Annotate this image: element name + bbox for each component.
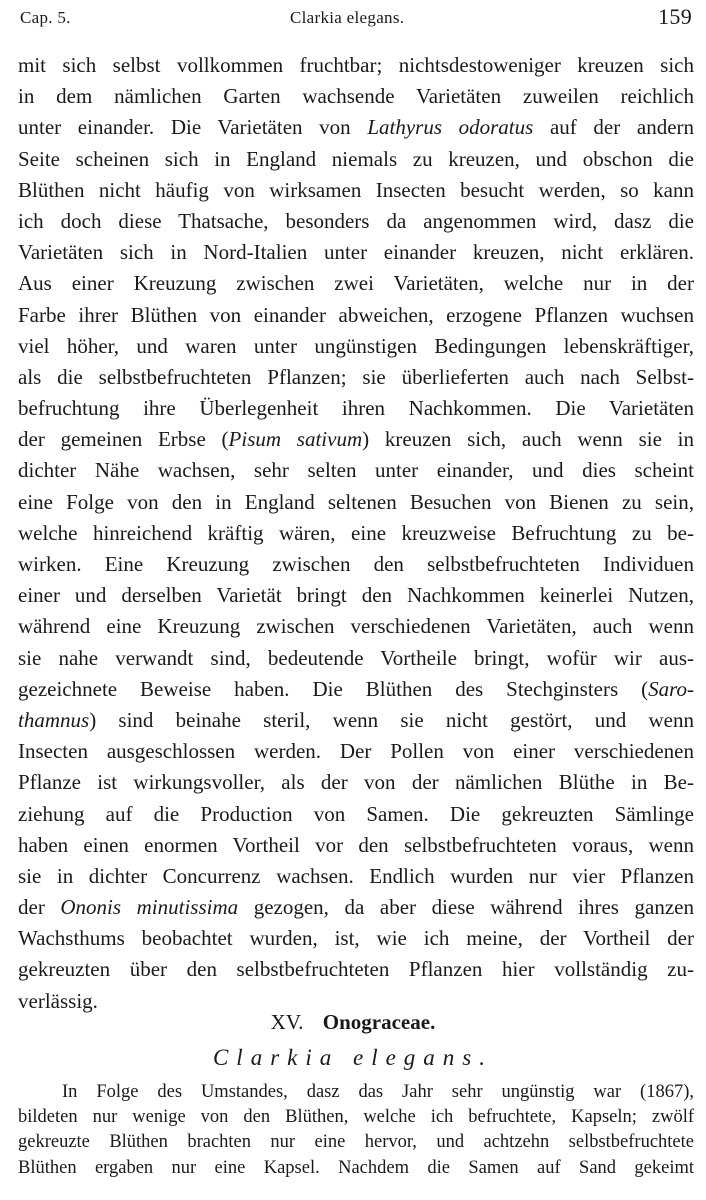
text-segment: gezeichnete Beweise haben. Die Blüthen des Stechginsters (: [18, 676, 649, 701]
text-line: [18, 580, 694, 611]
chapter-label: Cap. 5.: [20, 8, 71, 27]
text-line: [18, 892, 694, 923]
text-line: [18, 331, 694, 362]
page-number: 159: [658, 4, 692, 29]
text-segment: gezogen, da aber diese während ihres ganzen: [238, 895, 695, 920]
text-line: Blüthen ergaben nur eine Kapsel. Nachdem die Samen auf Sand gekeimt: [18, 1157, 694, 1178]
italic-name: Ononis minutissima: [60, 895, 239, 920]
text-line: gekreuzte Blüthen brachten nur eine hervor, und achtzehn selbstbefruchtete: [18, 1132, 694, 1153]
text-segment: ) kreuzen sich, auch wenn sie in: [362, 427, 694, 452]
text-segment: einer und derselben Varietät bringt den Nachkommen keinerlei Nutzen,: [18, 583, 694, 608]
text-line: [18, 549, 694, 580]
text-segment: Wachsthums beobachtet wurden, ist, wie ich meine, der Vortheil der: [18, 926, 694, 951]
italic-name: thamnus: [18, 707, 90, 732]
text-line: [18, 736, 694, 767]
text-segment: dichter Nähe wachsen, sehr selten unter einander, und dies scheint: [18, 458, 694, 483]
italic-name: Saro-: [648, 676, 694, 701]
italic-name: Pisum sativum: [228, 427, 363, 452]
text-segment: während eine Kreuzung zwischen verschiedenen Varietäten, auch wenn: [18, 614, 694, 639]
text-segment: Pflanze ist wirkungsvoller, als der von der nämlichen Blüthe in Be-: [18, 770, 694, 795]
text-segment: haben einen enormen Vortheil vor den selbstbefruchteten voraus, wenn: [18, 832, 694, 857]
text-line: [18, 923, 694, 954]
main-paragraph: [18, 50, 694, 1017]
text-line: [18, 300, 694, 331]
text-line: [18, 674, 694, 705]
text-line: [18, 424, 694, 455]
text-line: [18, 175, 694, 206]
text-segment: der gemeinen Erbse (: [18, 427, 229, 452]
text-line: [18, 487, 694, 518]
text-line: [18, 455, 694, 486]
text-segment: ich doch diese Thatsache, besonders da angenommen wird, dasz die: [18, 208, 694, 233]
text-segment: mit sich selbst vollkommen fruchtbar; nichtsdestoweniger kreuzen sich: [18, 53, 694, 77]
text-segment: viel höher, und waren unter ungünstigen Bedingungen lebenskräftiger,: [18, 333, 694, 358]
text-line: [18, 81, 694, 112]
text-line: [18, 362, 694, 393]
text-segment: befruchtung ihre Überlegenheit ihren Nachkommen. Die Varietäten: [18, 396, 694, 421]
italic-name: Lathyrus odoratus: [367, 115, 534, 140]
text-segment: auf der andern: [533, 115, 695, 140]
text-line: [18, 799, 694, 830]
text-segment: Seite scheinen sich in England niemals zu kreuzen, und obschon die: [18, 146, 694, 171]
section-number: XV.: [270, 1010, 304, 1034]
text-segment: unter einander. Die Varietäten von: [18, 115, 368, 140]
text-line: [18, 767, 694, 798]
text-line: [18, 830, 694, 861]
text-segment: ziehung auf die Production von Samen. Die gekreuzten Sämlinge: [18, 801, 694, 826]
section-heading: [0, 1010, 706, 1035]
text-segment: Aus einer Kreuzung zwischen zwei Varietäten, welche nur in der: [18, 271, 694, 296]
text-line: [18, 144, 694, 175]
text-segment: eine Folge von den in England seltenen Besuchen von Bienen zu sein,: [18, 489, 694, 514]
text-line: [18, 954, 694, 985]
text-segment: gekreuzten über den selbstbefruchteten Pflanzen hier vollständig zu-: [18, 957, 694, 982]
text-line: [18, 518, 694, 549]
section-name: Onograceae.: [322, 1010, 436, 1034]
text-segment: als die selbstbefruchteten Pflanzen; sie überlieferten auch nach Selbst-: [18, 364, 694, 389]
text-line: [18, 112, 694, 143]
text-segment: Farbe ihrer Blüthen von einander abweichen, erzogene Pflanzen wuchsen: [18, 302, 694, 327]
text-segment: ) sind beinahe steril, wenn sie nicht gestört, und wenn: [89, 707, 694, 732]
text-line: [18, 643, 694, 674]
text-line: In Folge des Umstandes, dasz das Jahr sehr ungünstig war (1867),: [62, 1082, 694, 1102]
running-header: [20, 4, 692, 32]
text-segment: sie nahe verwandt sind, bedeutende Vortheile bringt, wofür wir aus-: [18, 645, 694, 670]
text-segment: sie in dichter Concurrenz wachsen. Endlich wurden nur vier Pflanzen: [18, 863, 694, 888]
species-paragraph: [18, 1080, 694, 1181]
text-line: [18, 268, 694, 299]
text-segment: Varietäten sich in Nord-Italien unter einander kreuzen, nicht erklären.: [18, 240, 694, 265]
text-line: [18, 50, 694, 81]
text-segment: in dem nämlichen Garten wachsende Varietäten zuweilen reichlich: [18, 84, 694, 109]
text-line: [18, 861, 694, 892]
running-title: Clarkia elegans.: [290, 8, 405, 27]
text-segment: verlässig.: [18, 988, 98, 1013]
text-line: [18, 206, 694, 237]
species-heading: Clarkia elegans.: [212, 1045, 494, 1070]
text-segment: wirken. Eine Kreuzung zwischen den selbstbefruchteten Individuen: [18, 552, 694, 576]
text-segment: welche hinreichend kräftig wären, eine kreuzweise Befruchtung zu be-: [18, 520, 694, 545]
text-line: [18, 393, 694, 424]
text-segment: Blüthen nicht häufig von wirksamen Insecten besucht werden, so kann: [18, 177, 694, 202]
text-segment: der: [18, 895, 61, 920]
text-segment: Insecten ausgeschlossen werden. Der Pollen von einer verschiedenen: [18, 739, 694, 764]
text-line: [18, 237, 694, 268]
text-line: [18, 705, 694, 736]
text-line: bildeten nur wenige von den Blüthen, welche ich befruchtete, Kapseln; zwölf: [18, 1107, 694, 1128]
text-line: [18, 611, 694, 642]
